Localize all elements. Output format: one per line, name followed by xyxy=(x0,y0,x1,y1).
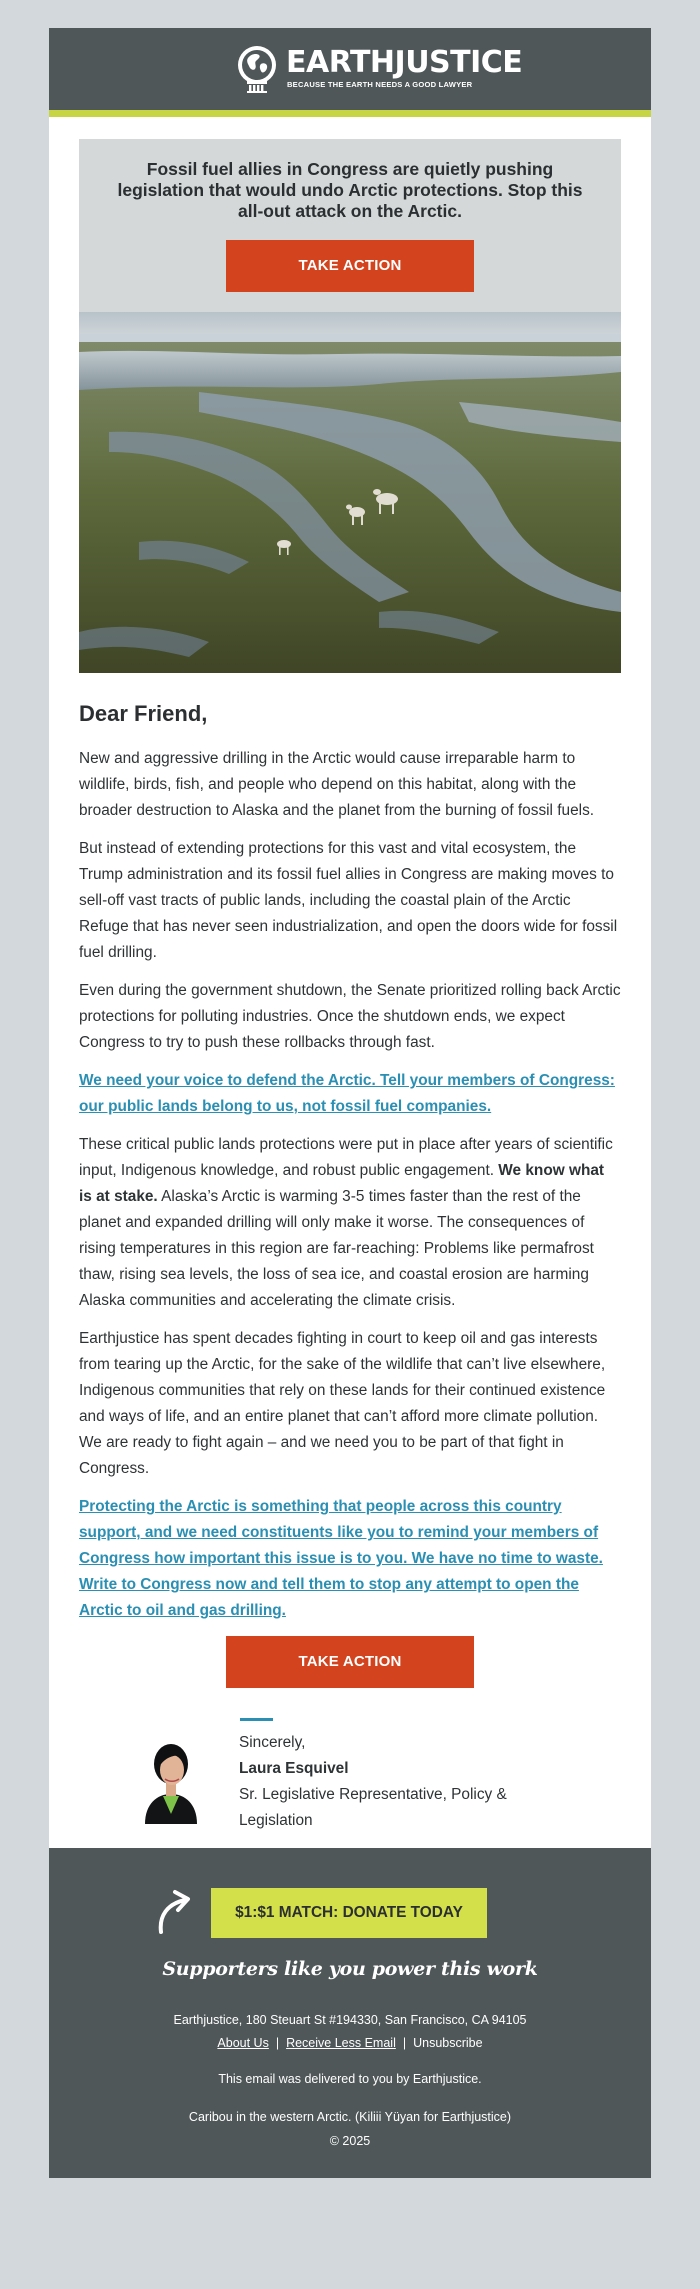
donate-button[interactable]: $1:$1 MATCH: DONATE TODAY xyxy=(211,1888,487,1938)
body-paragraph: New and aggressive drilling in the Arctic would cause irreparable harm to wildlife, birds, fish, and people who depend on this habitat, along with the broader destruction to Alaska and the planet from the burning of fossil fuels. xyxy=(79,750,595,819)
cta-paragraph xyxy=(79,1068,621,1120)
about-us-link[interactable]: About Us xyxy=(217,2036,269,2050)
email-footer xyxy=(49,1848,651,2178)
brand-tagline: BECAUSE THE EARTH NEEDS A GOOD LAWYER xyxy=(287,80,473,89)
signature-closing: Sincerely, xyxy=(239,1734,306,1751)
author-portrait xyxy=(131,1718,211,1824)
copyright: © 2025 xyxy=(329,2134,371,2148)
receive-less-email-link[interactable]: Receive Less Email xyxy=(286,2036,396,2050)
take-action-button-secondary[interactable]: TAKE ACTION xyxy=(226,1636,474,1688)
body-text-bold: We know what is at stake. xyxy=(79,1162,605,1205)
signature-title: Sr. Legislative Representative, Policy & Legislation xyxy=(239,1786,507,1829)
header-accent-bar xyxy=(49,110,651,117)
defend-arctic-link[interactable]: We need your voice to defend the Arctic. Tell your members of Congress: our public lands belong to us, not fossil fuel companies. xyxy=(79,1072,615,1115)
email-body xyxy=(49,700,651,1848)
arctic-caribou-image[interactable] xyxy=(79,312,621,673)
hero-headline: Fossil fuel allies in Congress are quietly pushing legislation that would undo Arctic protections. Stop this all-out attack on the Arctic. xyxy=(117,159,583,221)
body-paragraph: But instead of extending protections for this vast and vital ecosystem, the Trump administration and its fossil fuel allies in Congress are making moves to sell-off vast tracts of public lands, including the coastal plain of the Arctic Refuge that has never seen industrialization, and open the doors wide for fossil fuel drilling. xyxy=(79,840,618,961)
footer-links xyxy=(49,2036,651,2050)
link-separator: | xyxy=(275,2036,280,2050)
link-separator: | xyxy=(402,2036,407,2050)
email-container xyxy=(49,28,651,2178)
globe-pillar-icon xyxy=(234,44,282,94)
email-header xyxy=(49,28,651,110)
write-congress-link[interactable]: Protecting the Arctic is something that people across this country support, and we need constituents like you to remind your members of Congress how important this issue is to you. We have no time to waste. Write to Congress now and tell them to stop any attempt to open the Arctic to oil and gas drilling. xyxy=(79,1498,603,1619)
body-paragraph: Earthjustice has spent decades fighting in court to keep oil and gas interests from tearing up the Arctic, for the sake of the wildlife that can’t live elsewhere, Indigenous communities that rely on these lands for their continued existence and ways of life, and an entire planet that can’t afford more climate pollution. We are ready to fight again – and we need you to be part of that fight in Congress. xyxy=(79,1330,606,1477)
unsubscribe-link[interactable]: Unsubscribe xyxy=(413,2036,483,2050)
delivery-notice: This email was delivered to you by Earthjustice. xyxy=(218,2072,482,2086)
curved-arrow-icon xyxy=(153,1886,193,1936)
cta-paragraph xyxy=(79,1494,621,1624)
photo-credit: Caribou in the western Arctic. (Kiliii Yüyan for Earthjustice) xyxy=(188,2110,512,2124)
signature-rule xyxy=(240,1718,273,1721)
signature-block xyxy=(79,1688,621,1848)
signature-text xyxy=(239,1730,509,1834)
footer-address: Earthjustice, 180 Steuart St #194330, San Francisco, CA 94105 xyxy=(173,2013,527,2027)
hero-panel xyxy=(79,139,621,673)
footer-tagline: Supporters like you power this work xyxy=(162,1958,538,1980)
body-paragraph xyxy=(79,1132,621,1314)
brand-wordmark: EARTHJUSTICE xyxy=(286,45,523,80)
body-text: These critical public lands protections were put in place after years of scientific input, Indigenous knowledge, and robust public engagement. xyxy=(79,1136,613,1179)
body-paragraph: Even during the government shutdown, the Senate prioritized rolling back Arctic protections for polluting industries. Once the shutdown ends, we expect Congress to try to push these rollbacks through fast. xyxy=(79,982,621,1051)
signature-name: Laura Esquivel xyxy=(239,1760,349,1777)
take-action-button[interactable]: TAKE ACTION xyxy=(226,240,474,292)
earthjustice-logo[interactable] xyxy=(234,44,523,94)
body-text: Alaska’s Arctic is warming 3-5 times faster than the rest of the planet and expanded drilling will only make it worse. The consequences of rising temperatures in this region are far-reaching: Problems like permafrost thaw, rising sea levels, the loss of sea ice, and coastal erosion are harming Alaska communities and accelerating the climate crisis. xyxy=(79,1188,594,1309)
greeting: Dear Friend, xyxy=(79,701,208,726)
